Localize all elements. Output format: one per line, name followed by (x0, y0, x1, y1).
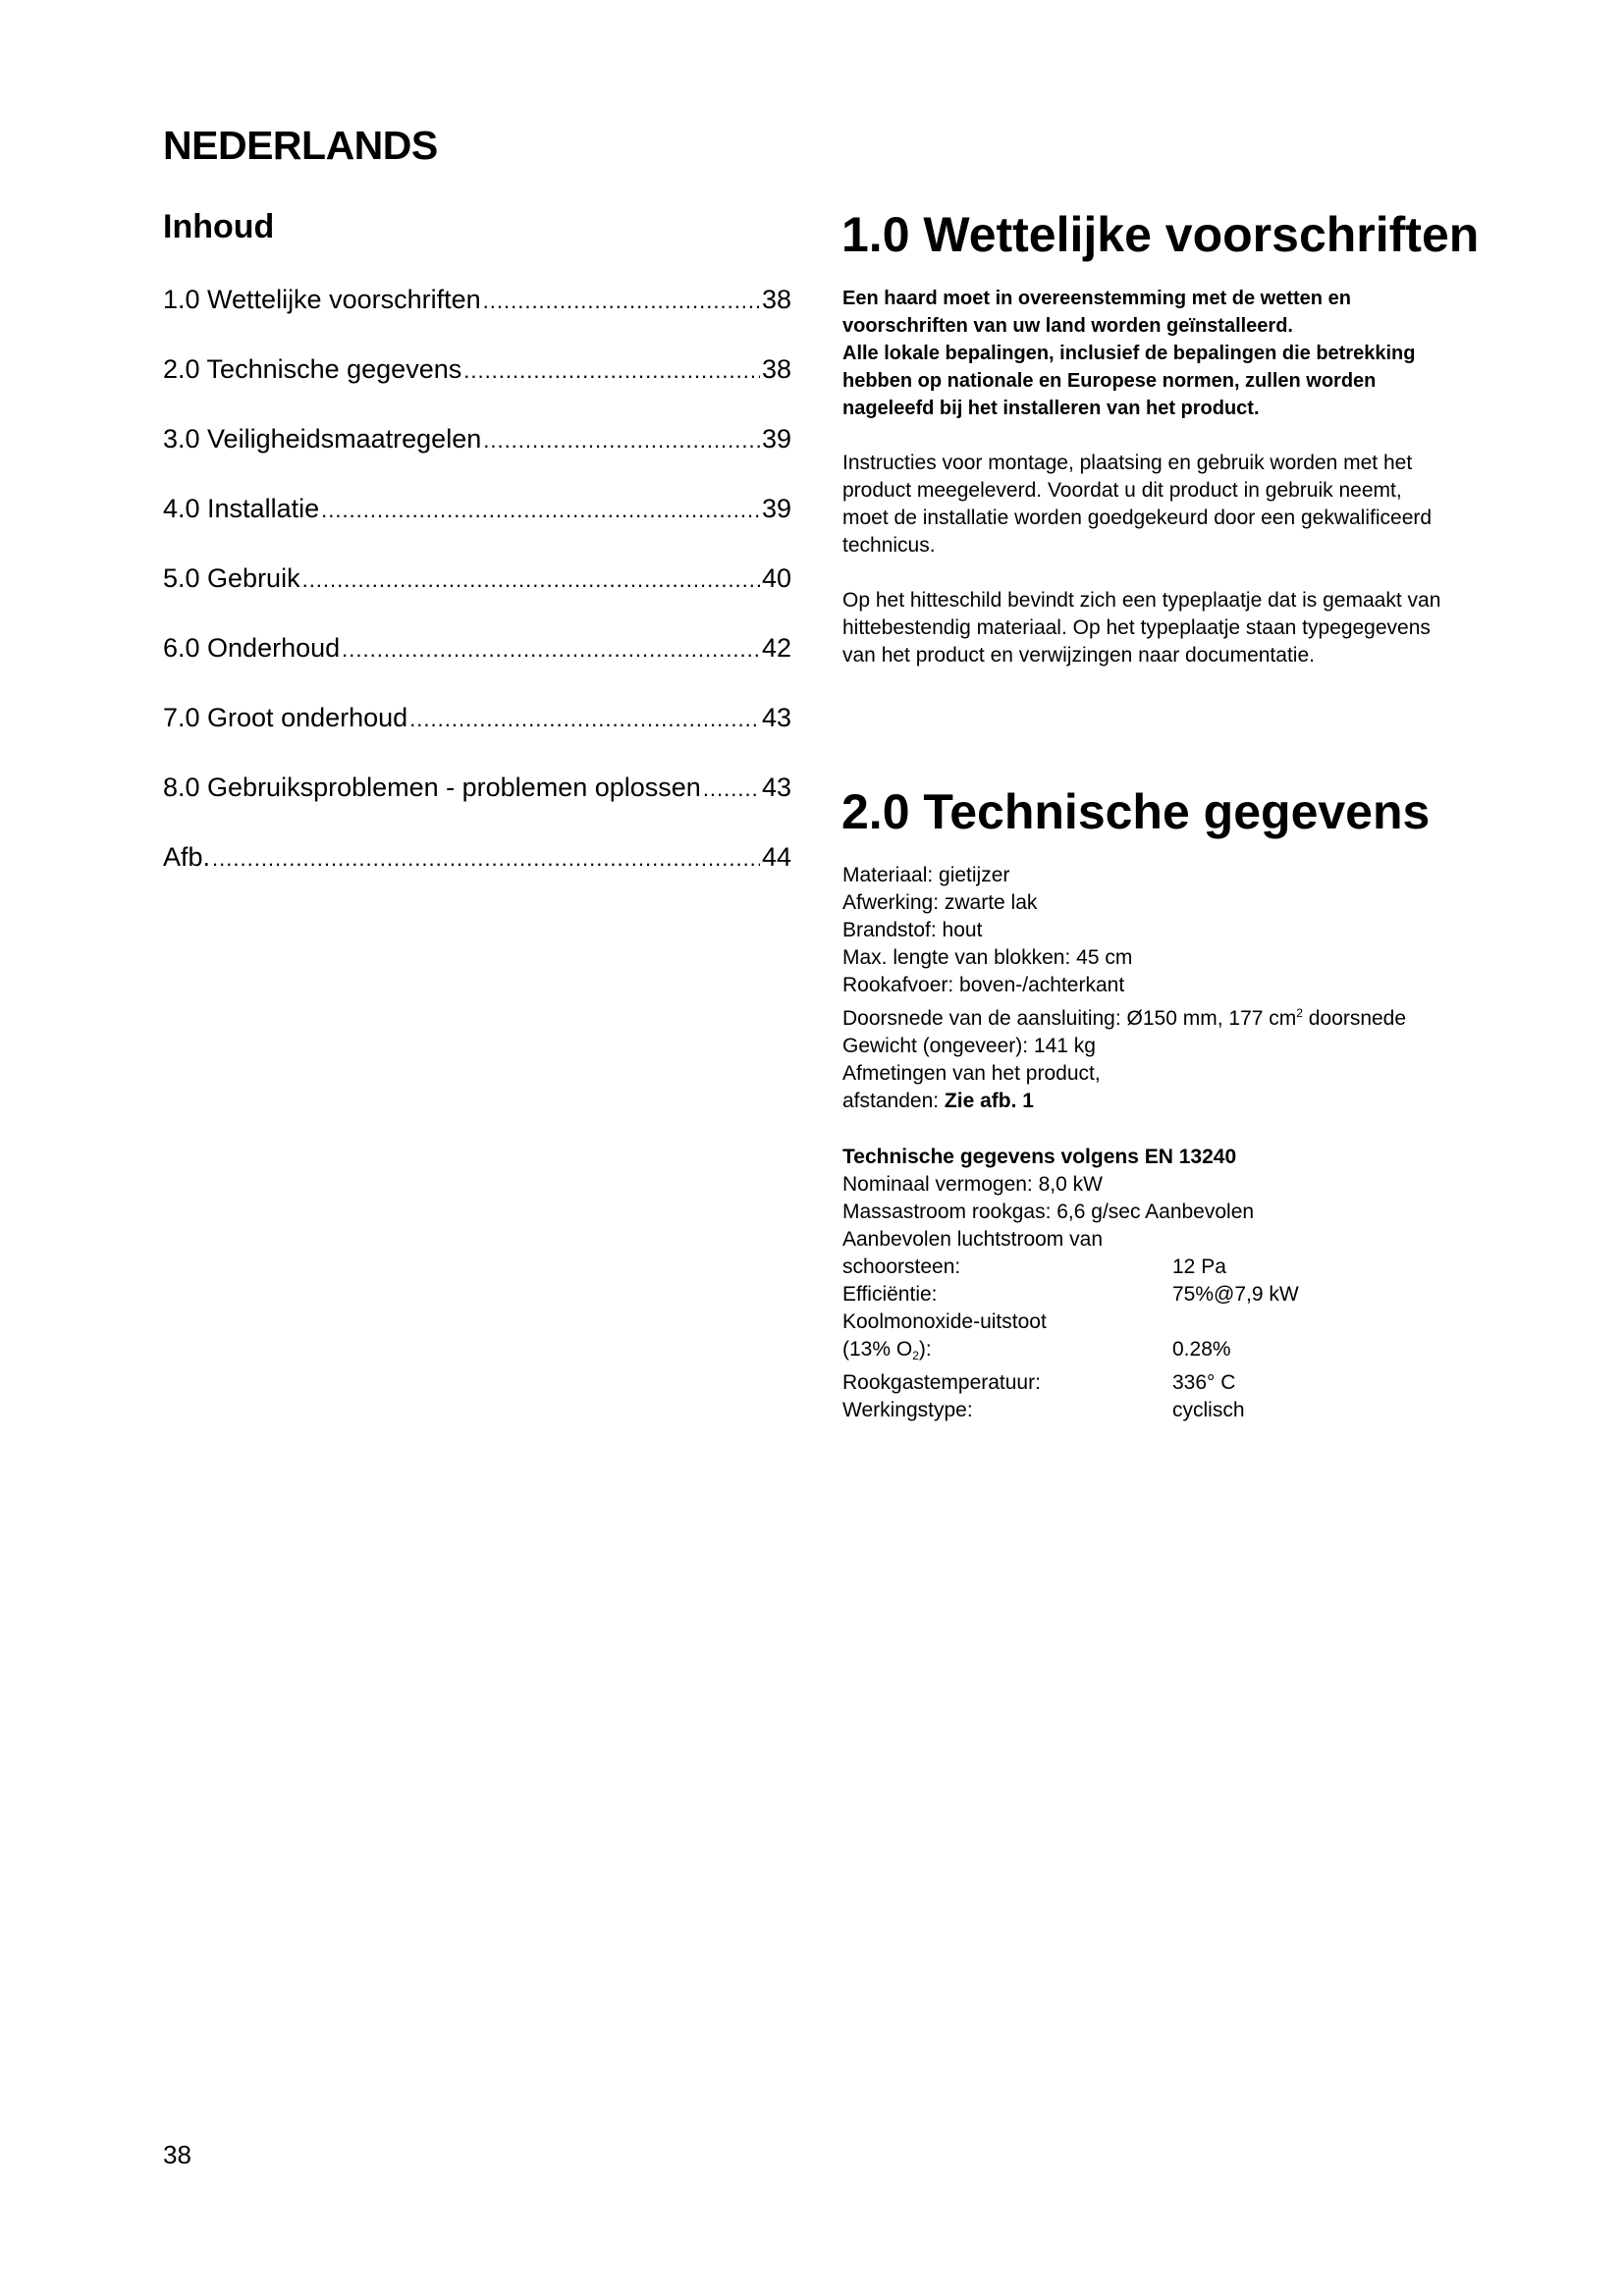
tech-heading: Technische gegevens volgens EN 13240 (842, 1146, 1237, 1168)
page-number: 38 (163, 2140, 191, 2169)
toc-item-label: Afb. (163, 842, 211, 872)
spec-list (842, 862, 1530, 1115)
table-of-contents (163, 285, 791, 912)
toc-leader-dots (212, 846, 760, 872)
tech-row-label: Werkingstype: (842, 1399, 973, 1421)
toc-item-page: 38 (761, 354, 791, 384)
section1-heading: 1.0 Wettelijke voorschriften (841, 207, 1480, 262)
tech-row-label: schoorsteen: (842, 1255, 961, 1278)
toc-item-page: 39 (761, 494, 791, 523)
spec-line: Afwerking: zwarte lak (842, 891, 1038, 914)
toc-leader-dots (463, 358, 760, 384)
text-line: nageleefd bij het installeren van het product. (842, 398, 1260, 419)
toc-item-label: 3.0 Veiligheidsmaatregelen (163, 424, 482, 454)
toc-leader-dots (409, 707, 760, 732)
toc-title: Inhoud (163, 208, 275, 245)
tech-row-label: Efficiëntie: (842, 1283, 938, 1306)
toc-leader-dots (483, 428, 760, 454)
spec-diameter-suffix: doorsnede (1302, 1007, 1407, 1030)
spec-line: Rookafvoer: boven-/achterkant (842, 974, 1125, 996)
spec-diameter-sup: 2 (1296, 1006, 1303, 1020)
tech-row-temperature (842, 1369, 1530, 1397)
tech-line: Nominaal vermogen: 8,0 kW (842, 1173, 1103, 1196)
text-line: van het product en verwijzingen naar documentatie. (842, 644, 1315, 667)
tech-row-value: cyclisch (1172, 1399, 1245, 1421)
tech-line: Koolmonoxide-uitstoot (842, 1310, 1047, 1333)
tech-line: Massastroom rookgas: 6,6 g/sec Aanbevolen (842, 1201, 1255, 1223)
tech-row-label: Rookgastemperatuur: (842, 1371, 1041, 1394)
toc-item-label: 4.0 Installatie (163, 494, 320, 523)
spec-line: Max. lengte van blokken: 45 cm (842, 946, 1133, 969)
toc-leader-dots (483, 289, 760, 314)
text-line: voorschriften van uw land worden geïnstalleerd. (842, 315, 1293, 337)
toc-item[interactable] (163, 703, 791, 773)
text-line: hittebestendig materiaal. Op het typeplaatje staan typegegevens (842, 616, 1431, 639)
text-line: hebben op nationale en Europese normen, zullen worden (842, 370, 1377, 392)
spec-diameter-text: Doorsnede van de aansluiting: Ø150 mm, 177 cm (842, 1007, 1297, 1030)
co-label-post: ): (918, 1338, 932, 1361)
text-line: Een haard moet in overeenstemming met de wetten en (842, 288, 1351, 309)
spec-line: Brandstof: hout (842, 919, 983, 941)
toc-item-page: 43 (761, 703, 791, 732)
toc-item-label: 2.0 Technische gegevens (163, 354, 462, 384)
toc-leader-dots (321, 498, 760, 523)
toc-item-label: 8.0 Gebruiksproblemen - problemen oplossen (163, 773, 701, 802)
spec-dist-label: afstanden: (842, 1090, 945, 1112)
section2-heading: 2.0 Technische gegevens (841, 784, 1431, 839)
toc-item[interactable] (163, 494, 791, 563)
tech-row-chimney (842, 1254, 1530, 1281)
toc-item-page: 42 (761, 633, 791, 663)
tech-row-label (842, 1336, 1172, 1369)
section1-paragraph-3 (842, 587, 1510, 669)
toc-item[interactable] (163, 563, 791, 633)
text-line: product meegeleverd. Voordat u dit product in gebruik neemt, (842, 479, 1402, 502)
tech-line: Aanbevolen luchtstroom van (842, 1228, 1103, 1251)
spec-line: Materiaal: gietijzer (842, 864, 1010, 886)
figure-reference: Zie afb. 1 (944, 1090, 1034, 1112)
toc-item-label: 6.0 Onderhoud (163, 633, 341, 663)
tech-row-value: 336° C (1172, 1371, 1236, 1394)
tech-row-co (842, 1336, 1530, 1369)
text-line: Alle lokale bepalingen, inclusief de bepalingen die betrekking (842, 343, 1416, 364)
toc-item-page: 44 (761, 842, 791, 872)
toc-item[interactable] (163, 842, 791, 912)
toc-leader-dots (703, 776, 760, 802)
toc-item-page: 39 (761, 424, 791, 454)
toc-item-label: 7.0 Groot onderhoud (163, 703, 408, 732)
language-title: NEDERLANDS (163, 123, 438, 168)
text-line: Op het hitteschild bevindt zich een typeplaatje dat is gemaakt van (842, 589, 1441, 612)
toc-item[interactable] (163, 285, 791, 354)
text-line: Instructies voor montage, plaatsing en gebruik worden met het (842, 452, 1413, 474)
tech-row-value: 12 Pa (1172, 1255, 1226, 1278)
spec-line: Afmetingen van het product, (842, 1062, 1101, 1085)
tech-row-value: 0.28% (1172, 1338, 1231, 1361)
tech-data-en13240 (842, 1144, 1530, 1424)
co-label-sub: 2 (912, 1349, 919, 1362)
toc-item[interactable] (163, 773, 791, 842)
toc-leader-dots (342, 637, 760, 663)
tech-row-efficiency (842, 1281, 1530, 1308)
toc-item-page: 38 (761, 285, 791, 314)
text-line: technicus. (842, 534, 936, 557)
spec-line-distances (842, 1088, 1530, 1115)
section1-paragraph-2 (842, 450, 1510, 560)
toc-item[interactable] (163, 354, 791, 424)
toc-item[interactable] (163, 633, 791, 703)
toc-item[interactable] (163, 424, 791, 494)
toc-item-label: 5.0 Gebruik (163, 563, 300, 593)
text-line: moet de installatie worden goedgekeurd door een gekwalificeerd (842, 507, 1433, 529)
toc-item-page: 40 (761, 563, 791, 593)
toc-item-label: 1.0 Wettelijke voorschriften (163, 285, 481, 314)
tech-row-value: 75%@7,9 kW (1172, 1283, 1299, 1306)
toc-item-page: 43 (761, 773, 791, 802)
tech-row-type (842, 1397, 1530, 1424)
spec-line: Gewicht (ongeveer): 141 kg (842, 1035, 1096, 1057)
co-label-pre: (13% O (842, 1338, 913, 1361)
section1-bold-paragraph (842, 285, 1510, 422)
toc-leader-dots (302, 567, 760, 593)
spec-line-diameter (842, 999, 1530, 1033)
